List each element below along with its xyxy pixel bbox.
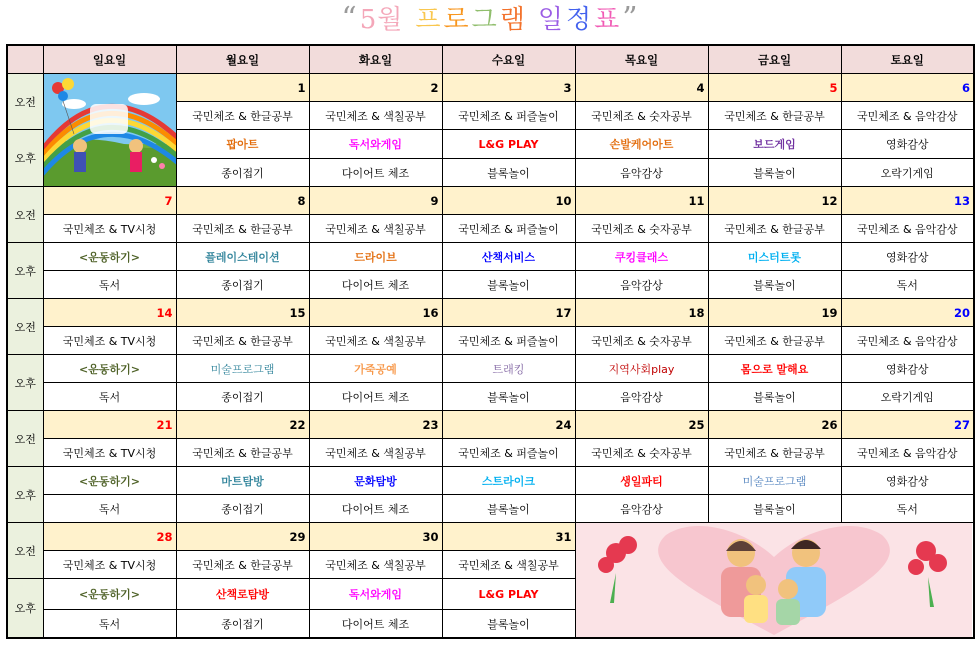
am-activity: 국민체조 & 색칠공부 <box>309 215 442 243</box>
date-cell: 31 <box>442 523 575 551</box>
pm-activity: 트래킹 <box>442 355 575 383</box>
title-char: 로 <box>443 5 470 35</box>
am-label: 오전 <box>7 299 43 355</box>
date-cell: 11 <box>575 187 708 215</box>
pm-activity: L&G PLAY <box>442 579 575 610</box>
date-cell: 22 <box>176 411 309 439</box>
pm-activity: 스트라이크 <box>442 467 575 495</box>
title-char: 표 <box>594 5 621 35</box>
pm-activity: <운동하기> <box>43 243 176 271</box>
pm-activity-2: 다이어트 체조 <box>309 383 442 411</box>
pm-activity: <운동하기> <box>43 579 176 610</box>
pm-activity: 문화탐방 <box>309 467 442 495</box>
image-cell <box>43 74 176 187</box>
date-cell: 27 <box>841 411 974 439</box>
am-activity: 국민체조 & 음악감상 <box>841 102 974 130</box>
am-activity: 국민체조 & 한글공부 <box>176 551 309 579</box>
pm-activity-2: 블록놀이 <box>442 271 575 299</box>
am-activity: 국민체조 & 퍼즐놀이 <box>442 327 575 355</box>
date-cell: 5 <box>708 74 841 102</box>
am-activity: 국민체조 & 한글공부 <box>176 327 309 355</box>
date-cell: 21 <box>43 411 176 439</box>
pm-activity-2: 블록놀이 <box>708 383 841 411</box>
pm-activity-2: 블록놀이 <box>708 271 841 299</box>
pm-activity-2: 독서 <box>43 383 176 411</box>
pm-activity-2: 음악감상 <box>575 383 708 411</box>
pm-activity: 영화감상 <box>841 130 974 159</box>
am-activity: 국민체조 & 퍼즐놀이 <box>442 215 575 243</box>
am-activity: 국민체조 & 한글공부 <box>176 439 309 467</box>
family-image <box>576 523 972 637</box>
am-activity: 국민체조 & 한글공부 <box>176 215 309 243</box>
pm-activity-2: 다이어트 체조 <box>309 610 442 639</box>
pm-activity: 미스터트롯 <box>708 243 841 271</box>
pm-activity-2: 오락기게임 <box>841 383 974 411</box>
day-header: 수요일 <box>442 45 575 74</box>
open-quote: “ <box>341 1 358 36</box>
date-cell: 29 <box>176 523 309 551</box>
pm-activity: 독서와게임 <box>309 579 442 610</box>
date-cell: 2 <box>309 74 442 102</box>
pm-activity-2: 독서 <box>43 610 176 639</box>
pm-activity-2: 다이어트 체조 <box>309 271 442 299</box>
pm-label: 오후 <box>7 243 43 299</box>
day-header: 목요일 <box>575 45 708 74</box>
date-cell: 12 <box>708 187 841 215</box>
page-title <box>0 0 980 42</box>
am-activity: 국민체조 & 음악감상 <box>841 215 974 243</box>
pm-activity-2: 독서 <box>43 271 176 299</box>
pm-activity: 영화감상 <box>841 243 974 271</box>
am-activity: 국민체조 & 숫자공부 <box>575 215 708 243</box>
date-cell: 3 <box>442 74 575 102</box>
am-activity: 국민체조 & 한글공부 <box>708 215 841 243</box>
pm-activity-2: 음악감상 <box>575 495 708 523</box>
date-cell: 15 <box>176 299 309 327</box>
am-activity: 국민체조 & TV시청 <box>43 551 176 579</box>
date-cell: 8 <box>176 187 309 215</box>
childrens-day-image <box>44 74 176 186</box>
pm-activity: <운동하기> <box>43 467 176 495</box>
date-cell: 30 <box>309 523 442 551</box>
title-char: 5월 <box>359 5 404 35</box>
corner-cell <box>7 45 43 74</box>
schedule-table <box>6 44 975 639</box>
pm-activity-2: 독서 <box>841 495 974 523</box>
pm-activity: 몸으로 말해요 <box>708 355 841 383</box>
close-quote: ” <box>622 1 639 36</box>
date-cell: 23 <box>309 411 442 439</box>
pm-activity: L&G PLAY <box>442 130 575 159</box>
pm-activity-2: 종이접기 <box>176 383 309 411</box>
date-cell: 6 <box>841 74 974 102</box>
am-activity: 국민체조 & 음악감상 <box>841 439 974 467</box>
date-cell: 4 <box>575 74 708 102</box>
date-cell: 25 <box>575 411 708 439</box>
am-activity: 국민체조 & TV시청 <box>43 327 176 355</box>
pm-activity-2: 음악감상 <box>575 159 708 187</box>
am-label: 오전 <box>7 523 43 579</box>
date-cell: 17 <box>442 299 575 327</box>
day-header: 토요일 <box>841 45 974 74</box>
pm-activity-2: 독서 <box>841 271 974 299</box>
am-activity: 국민체조 & 음악감상 <box>841 327 974 355</box>
day-header: 일요일 <box>43 45 176 74</box>
pm-activity: 가죽공예 <box>309 355 442 383</box>
pm-activity-2: 종이접기 <box>176 610 309 639</box>
date-cell: 9 <box>309 187 442 215</box>
date-cell: 1 <box>176 74 309 102</box>
pm-label: 오후 <box>7 579 43 639</box>
am-activity: 국민체조 & 색칠공부 <box>309 327 442 355</box>
day-header: 월요일 <box>176 45 309 74</box>
am-label: 오전 <box>7 74 43 130</box>
date-cell: 14 <box>43 299 176 327</box>
pm-activity-2: 종이접기 <box>176 495 309 523</box>
pm-activity-2: 종이접기 <box>176 159 309 187</box>
date-cell: 20 <box>841 299 974 327</box>
am-activity: 국민체조 & 한글공부 <box>708 102 841 130</box>
pm-activity-2: 다이어트 체조 <box>309 495 442 523</box>
pm-activity: 마트탐방 <box>176 467 309 495</box>
title-char: 그 <box>471 5 498 35</box>
pm-activity-2: 블록놀이 <box>708 159 841 187</box>
date-cell: 7 <box>43 187 176 215</box>
pm-activity-2: 블록놀이 <box>442 383 575 411</box>
am-activity: 국민체조 & 숫자공부 <box>575 327 708 355</box>
pm-label: 오후 <box>7 130 43 187</box>
pm-activity: 영화감상 <box>841 355 974 383</box>
date-cell: 24 <box>442 411 575 439</box>
pm-activity-2: 다이어트 체조 <box>309 159 442 187</box>
am-activity: 국민체조 & 색칠공부 <box>309 551 442 579</box>
title-char: 프 <box>415 5 442 35</box>
pm-activity: 독서와게임 <box>309 130 442 159</box>
pm-activity: 영화감상 <box>841 467 974 495</box>
pm-activity-2: 블록놀이 <box>442 610 575 639</box>
pm-activity: <운동하기> <box>43 355 176 383</box>
pm-activity: 미술프로그램 <box>176 355 309 383</box>
pm-activity: 팝아트 <box>176 130 309 159</box>
pm-activity-2: 블록놀이 <box>442 495 575 523</box>
am-activity: 국민체조 & TV시청 <box>43 439 176 467</box>
pm-activity-2: 블록놀이 <box>708 495 841 523</box>
date-cell: 16 <box>309 299 442 327</box>
am-activity: 국민체조 & 퍼즐놀이 <box>442 439 575 467</box>
am-label: 오전 <box>7 411 43 467</box>
am-activity: 국민체조 & 색칠공부 <box>442 551 575 579</box>
pm-activity: 드라이브 <box>309 243 442 271</box>
day-header: 금요일 <box>708 45 841 74</box>
am-activity: 국민체조 & 퍼즐놀이 <box>442 102 575 130</box>
day-header: 화요일 <box>309 45 442 74</box>
am-activity: 국민체조 & 한글공부 <box>708 439 841 467</box>
date-cell: 28 <box>43 523 176 551</box>
date-cell: 10 <box>442 187 575 215</box>
pm-activity-2: 독서 <box>43 495 176 523</box>
pm-activity: 미술프로그램 <box>708 467 841 495</box>
am-activity: 국민체조 & 한글공부 <box>708 327 841 355</box>
pm-activity-2: 오락기게임 <box>841 159 974 187</box>
pm-activity: 지역사회play <box>575 355 708 383</box>
pm-activity: 산책로탐방 <box>176 579 309 610</box>
title-char: 램 <box>499 5 526 35</box>
pm-activity: 생일파티 <box>575 467 708 495</box>
am-activity: 국민체조 & 색칠공부 <box>309 102 442 130</box>
am-activity: 국민체조 & 색칠공부 <box>309 439 442 467</box>
am-activity: 국민체조 & 한글공부 <box>176 102 309 130</box>
am-label: 오전 <box>7 187 43 243</box>
date-cell: 13 <box>841 187 974 215</box>
image-cell <box>575 523 974 639</box>
pm-label: 오후 <box>7 467 43 523</box>
am-activity: 국민체조 & TV시청 <box>43 215 176 243</box>
date-cell: 26 <box>708 411 841 439</box>
pm-activity: 플레이스테이션 <box>176 243 309 271</box>
title-char: 일 <box>537 5 565 35</box>
pm-activity-2: 종이접기 <box>176 271 309 299</box>
am-activity: 국민체조 & 숫자공부 <box>575 439 708 467</box>
pm-activity: 손발케어아트 <box>575 130 708 159</box>
am-activity: 국민체조 & 숫자공부 <box>575 102 708 130</box>
pm-activity-2: 블록놀이 <box>442 159 575 187</box>
pm-activity: 보드게임 <box>708 130 841 159</box>
date-cell: 18 <box>575 299 708 327</box>
title-char: 정 <box>566 5 593 35</box>
pm-label: 오후 <box>7 355 43 411</box>
pm-activity: 산책서비스 <box>442 243 575 271</box>
pm-activity-2: 음악감상 <box>575 271 708 299</box>
pm-activity: 쿠킹클래스 <box>575 243 708 271</box>
date-cell: 19 <box>708 299 841 327</box>
